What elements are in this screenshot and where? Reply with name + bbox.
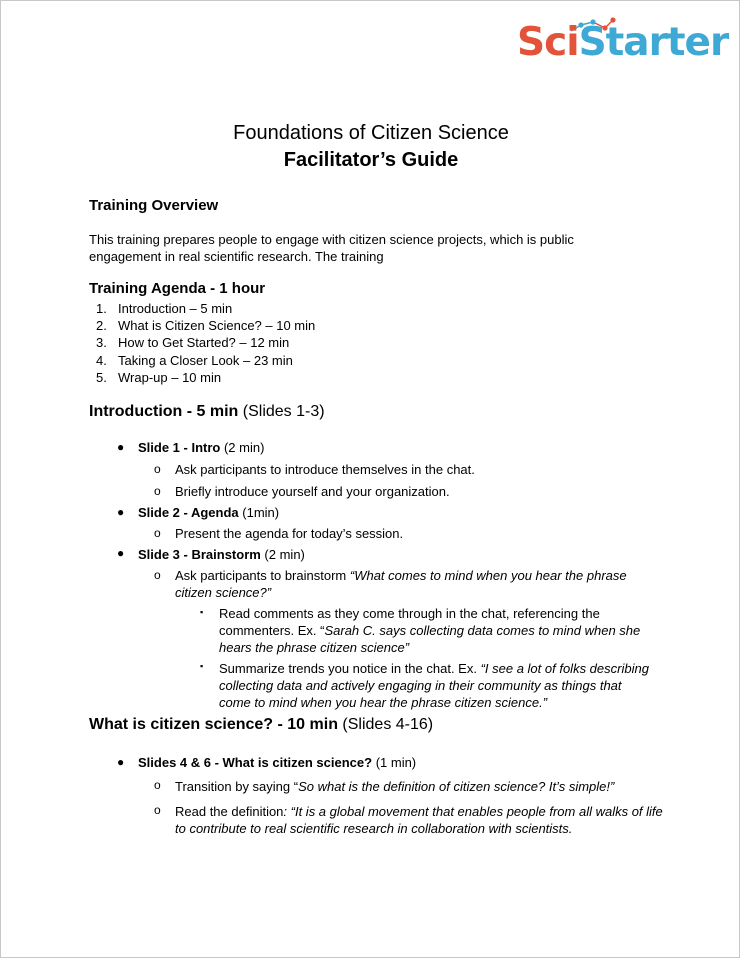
- bullet-icon: ●: [117, 755, 125, 769]
- scistarter-logo: [517, 20, 729, 65]
- whatis-subitem: Transition by saying “So what is the definition of citizen science? It’s simple!”: [175, 779, 615, 794]
- circle-bullet-icon: o: [154, 462, 161, 476]
- circle-bullet-icon: o: [154, 778, 161, 792]
- circle-bullet-icon: o: [154, 803, 161, 817]
- slide3-detail: Read comments as they come through in the chat, referencing the commenters. Ex. “Sarah C. says collecting data comes to mind when she hears the phrase citizen science”: [219, 606, 641, 655]
- slide1-subitem: Briefly introduce yourself and your organization.: [175, 484, 450, 499]
- slide2-subitem: Present the agenda for today’s session.: [175, 526, 404, 541]
- document-title: Foundations of Citizen Science: [233, 122, 509, 144]
- agenda-item: 2. What is Citizen Science? – 10 min: [96, 318, 316, 333]
- agenda-item: 1. Introduction – 5 min: [96, 301, 233, 316]
- square-bullet-icon: ▪: [200, 661, 204, 671]
- whatis-subitem: Read the definition: “It is a global movement that enables people from all walks of life to contribute to real scientific research in collaboration with scientists.: [175, 804, 663, 836]
- agenda-item: 3. How to Get Started? – 12 min: [96, 335, 290, 350]
- agenda-item: 4. Taking a Closer Look – 23 min: [96, 353, 293, 368]
- logo-text-starter: Starter: [578, 20, 729, 65]
- whatis-heading: What is citizen science? - 10 min (Slides 4-16): [89, 716, 434, 733]
- logo-text-sci: Sci: [517, 20, 579, 65]
- slide1-subitem: Ask participants to introduce themselves in the chat.: [175, 462, 475, 477]
- overview-heading: Training Overview: [89, 197, 219, 214]
- bullet-icon: ●: [117, 546, 125, 560]
- overview-text: This training prepares people to engage with citizen science projects, which is public engagement in real scientific research. The training: [89, 232, 574, 264]
- circle-bullet-icon: o: [154, 568, 161, 582]
- bullet-icon: ●: [117, 440, 125, 454]
- bullet-icon: ●: [117, 505, 125, 519]
- slides4-6-item: Slides 4 & 6 - What is citizen science? (1 min): [138, 755, 417, 770]
- circle-bullet-icon: o: [154, 484, 161, 498]
- slide3-subitem: Ask participants to brainstorm “What comes to mind when you hear the phrase citizen science?”: [175, 568, 627, 600]
- slide2-item: Slide 2 - Agenda (1min): [138, 505, 280, 520]
- intro-heading: Introduction - 5 min (Slides 1-3): [89, 403, 325, 420]
- agenda-heading: Training Agenda - 1 hour: [89, 280, 266, 297]
- slide3-item: Slide 3 - Brainstorm (2 min): [138, 547, 305, 562]
- square-bullet-icon: ▪: [200, 607, 204, 617]
- slide3-detail: Summarize trends you notice in the chat. Ex. “I see a lot of folks describing collecting data and actively engaging in their community as things that come to mind when you hear the phrase citizen science.”: [219, 661, 649, 710]
- circle-bullet-icon: o: [154, 526, 161, 540]
- document-subtitle: Facilitator’s Guide: [283, 149, 459, 171]
- slide1-item: Slide 1 - Intro (2 min): [138, 440, 265, 455]
- agenda-item: 5. Wrap-up – 10 min: [96, 370, 222, 385]
